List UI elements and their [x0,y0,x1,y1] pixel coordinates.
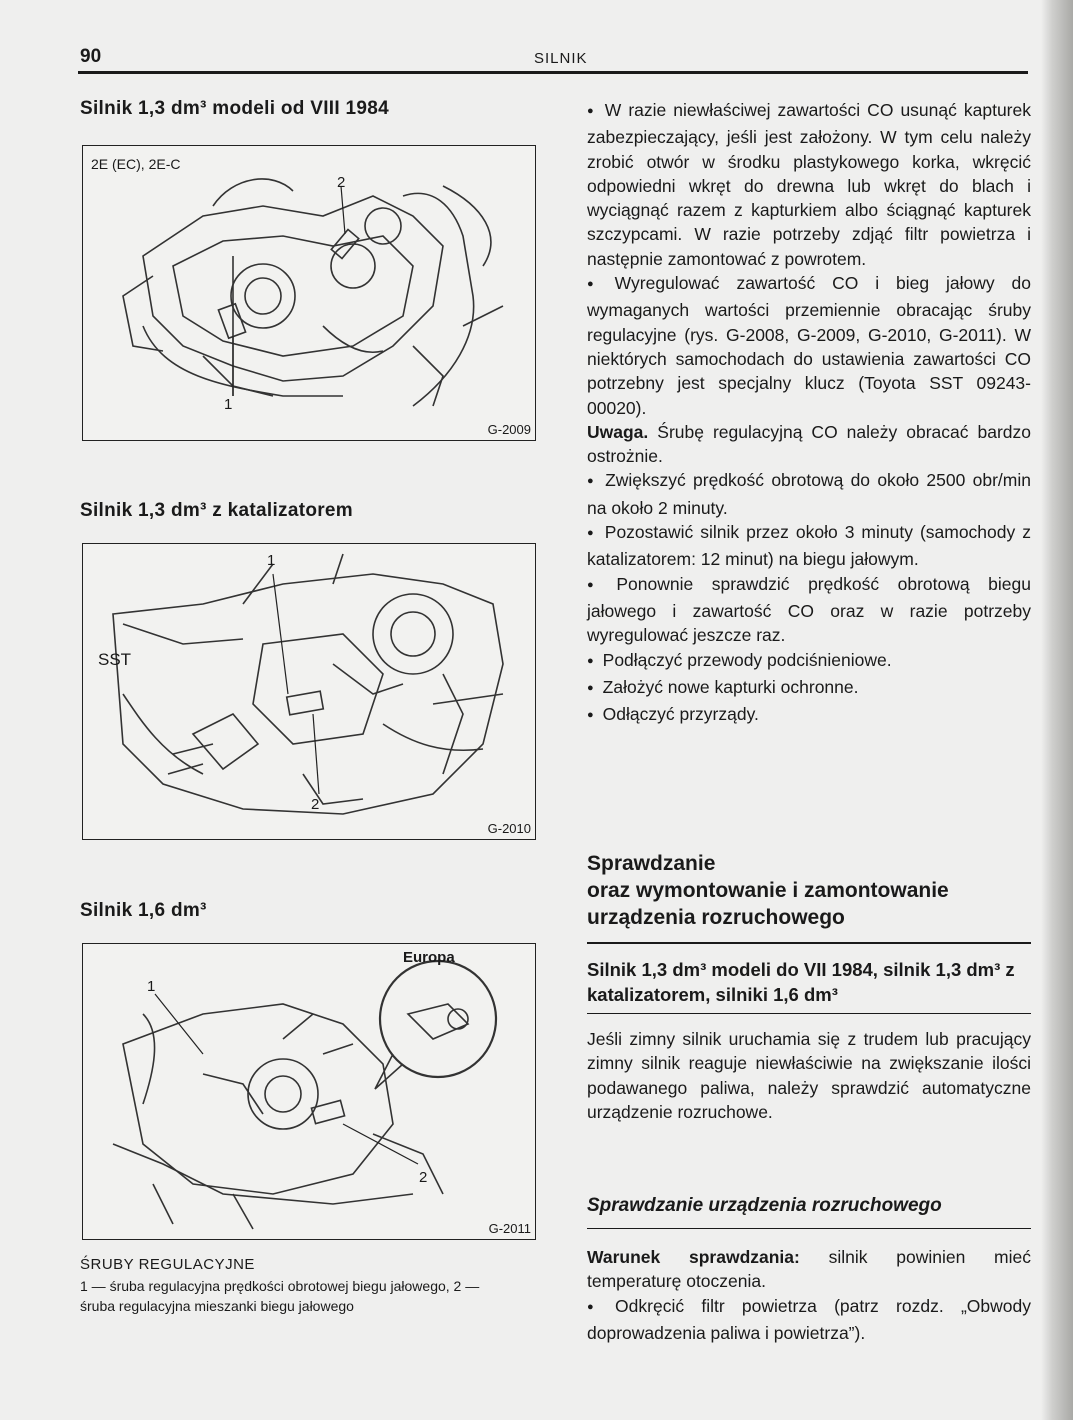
sst-tool-label: SST [98,650,132,669]
italic-heading-rule [587,1228,1031,1229]
callout-2: 2 [311,796,320,813]
region-label: Europa [403,949,455,966]
figure-code: G-2010 [487,821,531,836]
check-conditions [587,1245,1031,1345]
paragraph-recheck: ● Ponownie sprawdzić prędkość obrotową biegu jałowego i zawartość CO oraz w razie potrzeby wyregulować jeszcze raz. [587,572,1031,648]
engine-diagram-2 [83,544,535,839]
right-column-text [587,98,1031,729]
cold-start-text: Jeśli zimny silnik uruchamia się z trudem lub pracujący zimny silnik reaguje niewłaściwie na zwiększanie ilości podawanego paliwa, należy sprawdzić automatyczne urządzenie rozruchowe. [587,1029,1031,1122]
subheading-rule [587,1013,1031,1014]
paragraph-vacuum: ● Podłączyć przewody podciśnieniowe. [587,648,1031,675]
paragraph-adjust-co: ● Wyregulować zawartość CO i bieg jałowy do wymaganych wartości przemiennie obracając śruby regulacyjne (rys. G-2008, G-2009, G-2010, G-2011). W niektórych samochodach do ustawienia zawartości CO potrzebny jest specjalny klucz (Toyota SST 09243-00020). [587,271,1031,420]
note-paragraph [587,420,1031,469]
page-edge-shadow [1041,0,1073,1420]
figure-code: G-2011 [488,1221,531,1236]
engine-diagram-1 [83,146,535,440]
callout-2: 2 [419,1169,428,1186]
section-title-1: Silnik 1,3 dm³ modeli od VIII 1984 [80,98,390,119]
condition-text: silnik powinien mieć temperaturę otoczenia. [587,1247,1031,1292]
note-text: Śrubę regulacyjną CO należy obracać bardzo ostrożnie. [587,421,1031,467]
section-title-2: Silnik 1,3 dm³ z katalizatorem [80,500,353,521]
heading-line-2: oraz wymontowanie i zamontowanie [587,879,949,902]
figure-g2010 [82,543,536,840]
engine-subheading: Silnik 1,3 dm³ modeli do VII 1984, silnik 1,3 dm³ z katalizatorem, silniki 1,6 dm³ [587,959,1015,1005]
heading-line-1: Sprawdzanie [587,852,716,875]
section-title-3: Silnik 1,6 dm³ [80,900,207,921]
engine-code-label: 2E (EC), 2E-C [91,156,181,172]
running-header: SILNIK [534,50,588,67]
paragraph-idle: ● Pozostawić silnik przez około 3 minuty (samochody z katalizatorem: 12 minut) na biegu jałowym. [587,520,1031,572]
condition-label: Warunek sprawdzania: [587,1247,800,1267]
callout-2: 2 [337,174,346,191]
condition-paragraph [587,1245,1031,1294]
callout-1: 1 [267,552,276,569]
figure-g2011 [82,943,536,1240]
caption-text: 1 — śruba regulacyjna prędkości obrotowej biegu jałowego, 2 — śruba regulacyjna mieszanki biegu jałowego [80,1278,480,1314]
figure-code: G-2009 [487,422,531,437]
heading-line-3: urządzenia rozruchowego [587,906,845,929]
note-label: Uwaga. [587,421,649,442]
callout-1: 1 [147,978,156,995]
paragraph-air-filter: ● Odkręcić filtr powietrza (patrz rozdz. „Obwody doprowadzenia paliwa i powietrza”). [587,1294,1031,1346]
paragraph-disconnect: ● Odłączyć przyrządy. [587,702,1031,729]
caption-title: ŚRUBY REGULACYJNE [80,1256,255,1273]
heading-rule [587,942,1031,944]
callout-1: 1 [224,396,233,413]
header-rule [78,71,1028,74]
paragraph-increase-rpm: ● Zwiększyć prędkość obrotową do około 2500 obr/min na około 2 minuty. [587,468,1031,520]
paragraph-caps: ● Założyć nowe kapturki ochronne. [587,675,1031,702]
italic-heading: Sprawdzanie urządzenia rozruchowego [587,1195,942,1216]
paragraph-cold-start [587,1027,1031,1124]
figure-g2009 [82,145,536,441]
page-number: 90 [80,46,102,67]
paragraph-remove-cap: ● W razie niewłaściwej zawartości CO usunąć kapturek zabezpieczający, jeśli jest założony. W tym celu należy zrobić otwór w środku plastykowego korka, wkręcić odpowiedni wkręt do drewna lub wkręt do blach i wyciągnąć razem z kapturkiem albo ściągnąć kapturek szczypcami. W razie potrzeby zdjąć filtr powietrza i następnie zamontować z powrotem. [587,98,1031,271]
